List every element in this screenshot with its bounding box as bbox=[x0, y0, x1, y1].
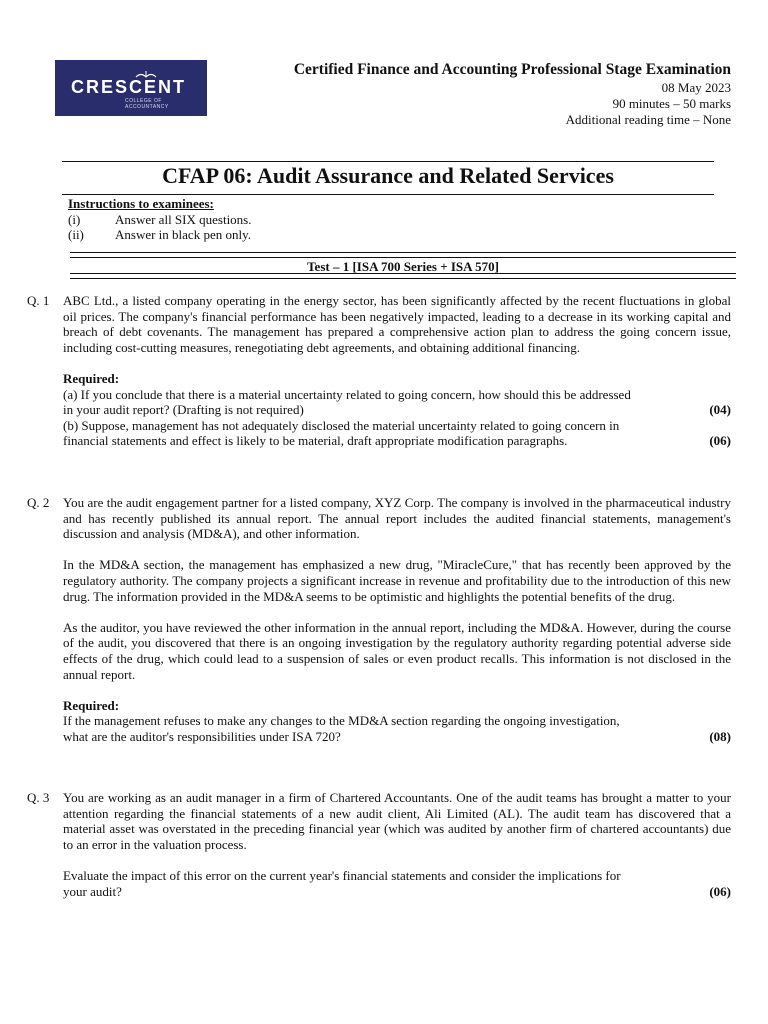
part-marks-line bbox=[63, 402, 731, 418]
part-marks-line bbox=[63, 433, 731, 449]
required-label: Required: bbox=[63, 370, 120, 386]
logo-subtext: COLLEGE OF ACCOUNTANCY bbox=[125, 98, 169, 110]
instruction-item bbox=[68, 212, 252, 228]
test-heading: Test – 1 [ISA 700 Series + ISA 570] bbox=[307, 259, 499, 274]
question-paragraph: You are the audit engagement partner for a listed company, XYZ Corp. The company is involved in the pharmaceutical industry and has recently published its annual report. The annual report includes the audited financial statements, management's discussion and analysis (MD&A), and other information. bbox=[63, 495, 731, 542]
instruction-text: Answer all SIX questions. bbox=[115, 211, 252, 227]
part-text: If the management refuses to make any changes to the MD&A section regarding the ongoing investigation, bbox=[63, 713, 620, 729]
marks: (08) bbox=[709, 728, 731, 744]
question-body bbox=[63, 293, 731, 449]
instruction-number: (ii) bbox=[68, 227, 84, 242]
instruction-item bbox=[68, 227, 252, 243]
test-bottom-double-rule bbox=[70, 273, 736, 279]
instructions bbox=[68, 196, 252, 243]
question-body bbox=[63, 790, 731, 899]
question-1 bbox=[27, 293, 731, 449]
test-top-double-rule bbox=[70, 252, 736, 258]
exam-date: 08 May 2023 bbox=[661, 80, 731, 95]
question-paragraph: ABC Ltd., a listed company operating in the energy sector, has been significantly affected by the recent fluctuations in global oil prices. The company's financial performance has been negatively impacted, leading to a decrease in its working capital and breach of debt covenants. The management has prepared a comprehensive action plan to address the going concern issue, including cost-cutting measures, renegotiating debt agreements, and obtaining additional financing. bbox=[63, 293, 731, 355]
marks: (04) bbox=[709, 402, 731, 418]
paper-title: CFAP 06: Audit Assurance and Related Services bbox=[162, 163, 614, 188]
marks: (06) bbox=[709, 883, 731, 899]
exam-duration: 90 minutes – 50 marks bbox=[612, 96, 731, 111]
instruction-text: Answer in black pen only. bbox=[115, 227, 251, 242]
question-part bbox=[63, 868, 731, 899]
instructions-heading: Instructions to examinees: bbox=[68, 196, 214, 211]
marks: (06) bbox=[709, 433, 731, 449]
instruction-number: (i) bbox=[68, 211, 81, 227]
logo-text: CRESCENT bbox=[71, 77, 187, 97]
part-text: your audit? bbox=[63, 883, 122, 899]
part-text: what are the auditor's responsibilities under ISA 720? bbox=[63, 728, 341, 744]
question-number: Q. 1 bbox=[27, 293, 50, 308]
question-part bbox=[63, 713, 731, 744]
exam-header bbox=[294, 60, 731, 128]
part-marks-line bbox=[63, 884, 731, 900]
question-part-a bbox=[63, 387, 731, 418]
question-number: Q. 3 bbox=[27, 790, 50, 805]
part-text: Evaluate the impact of this error on the current year's financial statements and consider the implications for bbox=[63, 867, 621, 883]
question-paragraph: As the auditor, you have reviewed the other information in the annual report, including the MD&A. However, during the course of the audit, you discovered that there is an ongoing investigation by the regulatory authority regarding potential adverse side effects of the drug, which could lead to a suspension of sales or even product recalls. This information is not disclosed in the annual report. bbox=[63, 619, 731, 682]
college-logo bbox=[55, 60, 207, 116]
title-bottom-rule bbox=[62, 194, 714, 195]
exam-title: Certified Finance and Accounting Professional Stage Examination bbox=[293, 61, 731, 78]
question-3 bbox=[27, 790, 731, 899]
question-paragraph: In the MD&A section, the management has emphasized a new drug, "MiracleCure," that has recently been approved by the regulatory authority. The company projects a significant increase in revenue and profitability due to the introduction of this new drug. The information provided in the MD&A seems to be optimistic and highlights the potential benefits of the drug. bbox=[63, 557, 731, 604]
exam-reading-time: Additional reading time – None bbox=[565, 112, 731, 127]
part-text: (a) If you conclude that there is a material uncertainty related to going concern, how should this be addressed bbox=[63, 386, 631, 402]
question-part-b bbox=[63, 418, 731, 449]
question-number: Q. 2 bbox=[27, 495, 50, 510]
question-paragraph: You are working as an audit manager in a firm of Chartered Accountants. One of the audit teams has brought a matter to your attention regarding the financial statements of a new audit client, Ali Limited (AL). The audit team has discovered that a material asset was overstated in the preceding financial year (which was audited by another firm of chartered accountants) due to an error in the valuation process. bbox=[63, 790, 731, 852]
question-body bbox=[63, 495, 731, 745]
part-text: financial statements and effect is likely to be material, draft appropriate modification paragraphs. bbox=[63, 433, 568, 449]
part-marks-line bbox=[63, 729, 731, 745]
required-label: Required: bbox=[63, 697, 120, 713]
question-2 bbox=[27, 495, 731, 745]
part-text: in your audit report? (Drafting is not required) bbox=[63, 402, 304, 418]
part-text: (b) Suppose, management has not adequately disclosed the material uncertainty related to going concern in bbox=[63, 417, 620, 433]
